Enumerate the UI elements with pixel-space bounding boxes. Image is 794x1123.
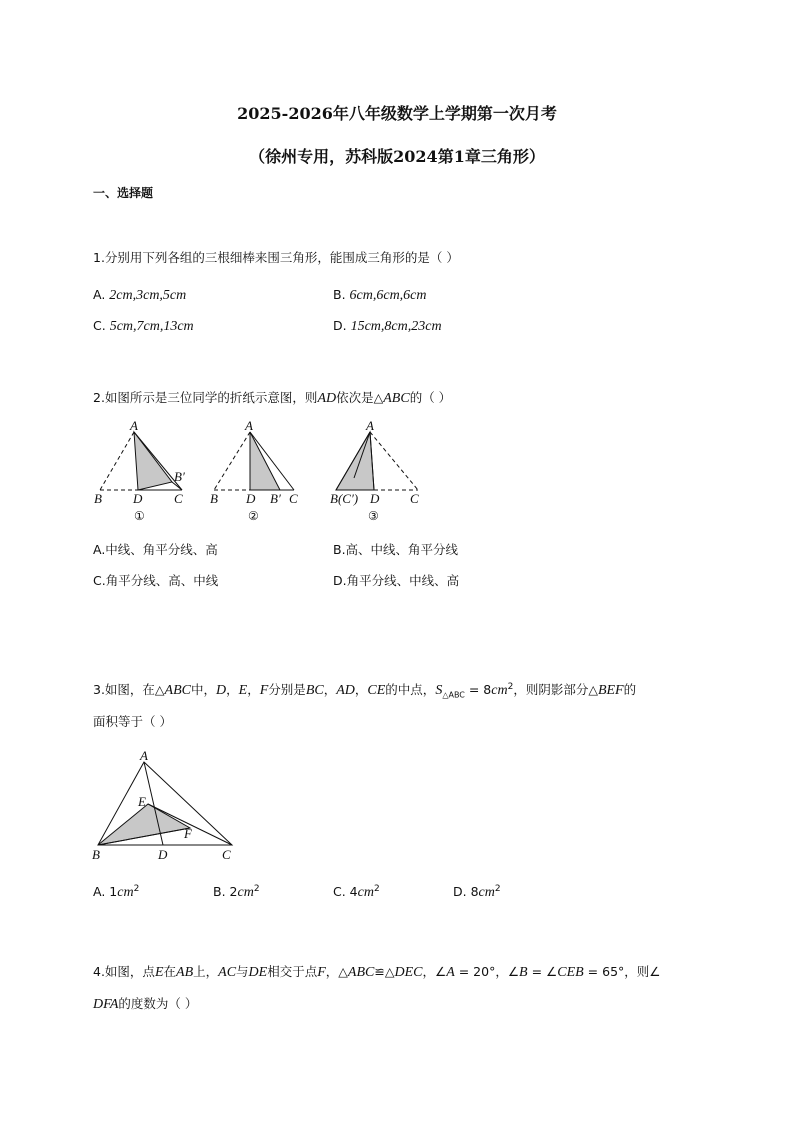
q3-option-b[interactable]: B. $2cm^2$	[213, 884, 260, 901]
q3-label-b: B	[92, 847, 100, 862]
q3-triangle-figure	[88, 748, 248, 866]
fig3-label-d: D	[370, 491, 380, 506]
question-2-stem: 2.如图所示是三位同学的折纸示意图，则AD依次是△ABC的（ ）	[93, 390, 452, 406]
fig1-label-b: B	[94, 491, 102, 506]
fig2-label-b: B	[210, 491, 218, 506]
question-1-stem: 1.分别用下列各组的三根细棒来围三角形，能围成三角形的是（ ）	[93, 250, 459, 265]
q3-label-c: C	[222, 847, 231, 862]
fig2-label-a: A	[245, 418, 253, 433]
section-heading: 一、选择题	[93, 186, 154, 200]
fig3-label-a: A	[366, 418, 374, 433]
q1-option-a[interactable]: A. 2cm,3cm,5cm	[93, 287, 187, 303]
fig2-caption: ②	[248, 509, 259, 523]
q3-option-c[interactable]: C. $4cm^2$	[333, 884, 380, 901]
fig2-label-d: D	[246, 491, 256, 506]
question-4-stem-line2: DFA的度数为（ ）	[93, 996, 198, 1012]
q1-option-c[interactable]: C. 5cm,7cm,13cm	[93, 318, 194, 334]
q3-option-d[interactable]: D. $8cm^2$	[453, 884, 501, 901]
page-title: 2025-2026年八年级数学上学期第一次月考	[237, 104, 557, 123]
fold-figure-1	[94, 418, 185, 523]
q3-label-a: A	[140, 748, 148, 763]
fig3-label-c: C	[410, 491, 419, 506]
q2-option-a[interactable]: A.中线、角平分线、高	[93, 542, 218, 557]
fig1-label-a: A	[130, 418, 138, 433]
q3-label-d: D	[158, 847, 168, 862]
q1-option-b[interactable]: B. 6cm,6cm,6cm	[333, 287, 427, 303]
page-subtitle: （徐州专用，苏科版2024第1章三角形）	[249, 147, 545, 166]
q2-option-b[interactable]: B.高、中线、角平分线	[333, 542, 459, 557]
question-3-stem-line1: 3.如图，在△ABC中，D，E，F分别是BC，AD，CE的中点，$S_{\triangle ABC} = 8cm^2$，则阴影部分△BEF的	[93, 681, 637, 700]
q3-option-a[interactable]: A. $1cm^2$	[93, 884, 140, 901]
question-3-stem-line2: 面积等于（ ）	[93, 714, 172, 729]
fig1-caption: ①	[134, 509, 145, 523]
q1-option-d[interactable]: D. 15cm,8cm,23cm	[333, 318, 442, 334]
q2-option-d[interactable]: D.角平分线、中线、高	[333, 573, 460, 588]
fig2-label-c: C	[289, 491, 298, 506]
question-4-stem-line1: 4.如图，点E在AB上，AC与DE相交于点F，△ABC≌△DEC，∠A = 20°，∠B = ∠CEB = 65°，则∠	[93, 964, 661, 980]
fig3-label-bcprime: B(C′)	[330, 491, 359, 506]
fold-figure-3	[330, 418, 419, 523]
fig1-label-d: D	[133, 491, 143, 506]
fig1-label-bprime: B′	[174, 469, 185, 484]
q2-option-c[interactable]: C.角平分线、高、中线	[93, 573, 219, 588]
fig3-caption: ③	[368, 509, 379, 523]
q2-folding-figure	[90, 418, 430, 526]
q3-label-f: F	[184, 826, 192, 841]
fig2-label-bprime: B′	[270, 491, 281, 506]
q3-label-e: E	[138, 794, 146, 809]
fig1-label-c: C	[174, 491, 183, 506]
fold-figure-2	[210, 418, 298, 523]
